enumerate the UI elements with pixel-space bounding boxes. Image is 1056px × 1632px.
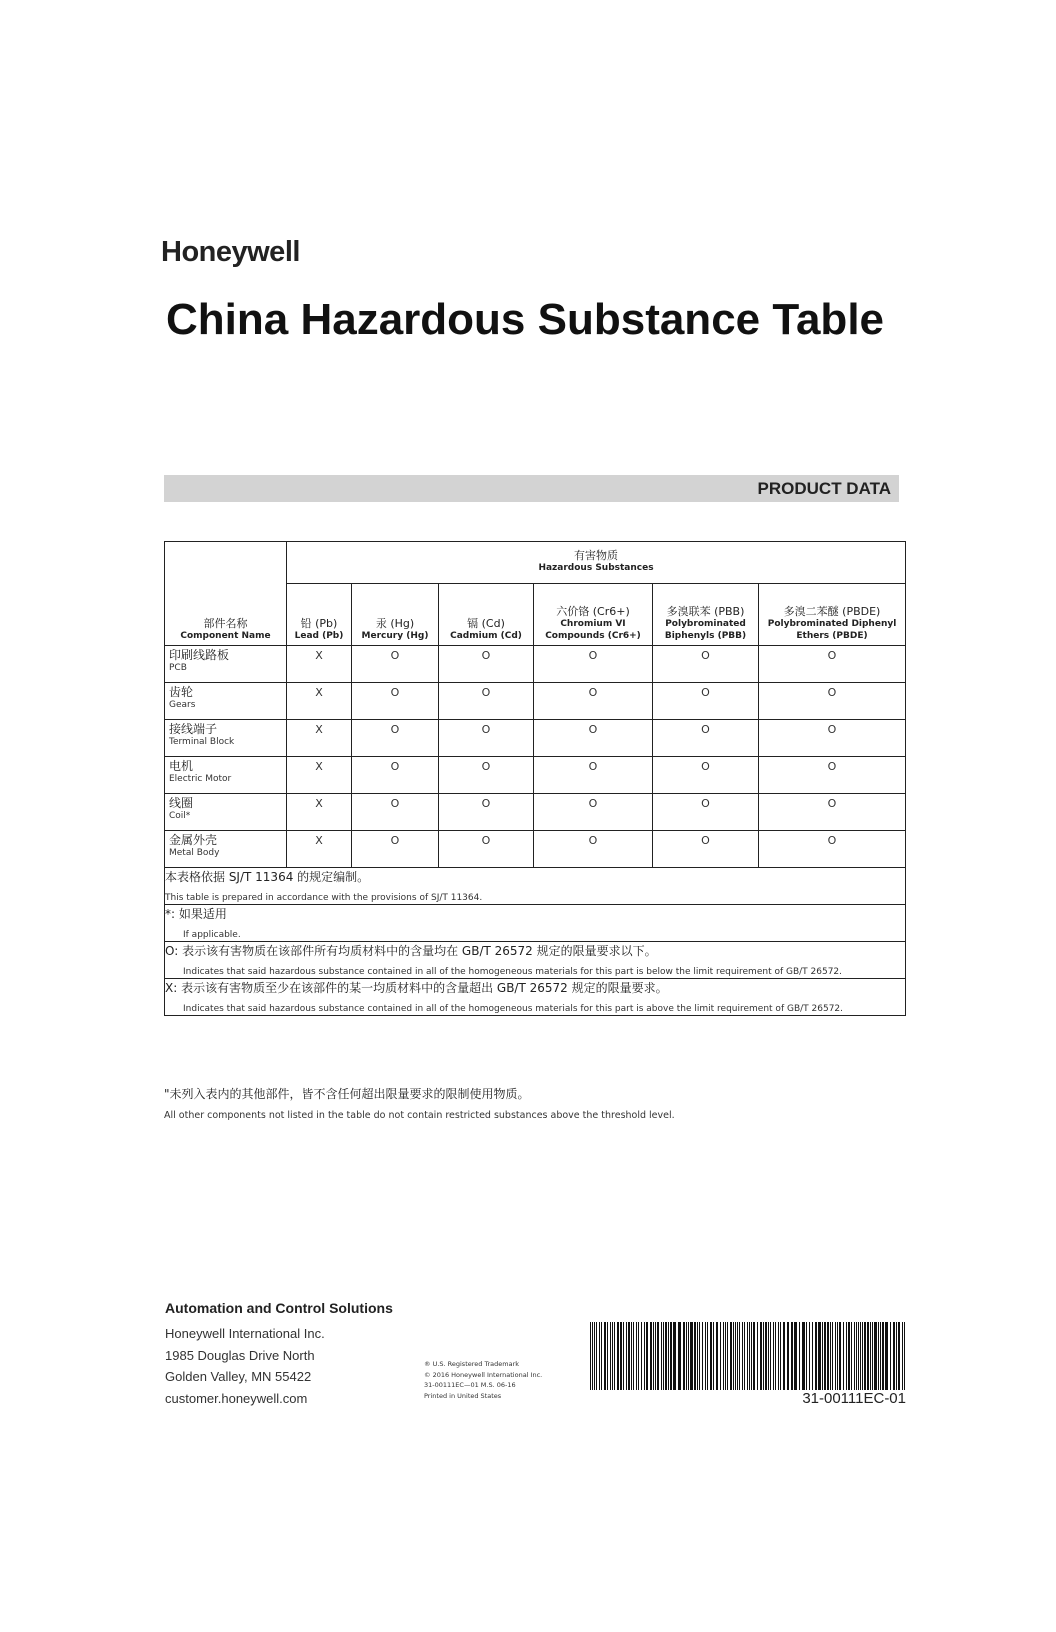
component-header-cn: 部件名称 (203, 617, 248, 630)
substance-mark: O (653, 831, 759, 868)
address-line: 1985 Douglas Drive North (165, 1347, 315, 1363)
substance-mark: O (759, 757, 906, 794)
component-cell (165, 831, 287, 868)
component-cell (165, 794, 287, 831)
substance-header-cn: 铅 (Pb) (300, 617, 338, 630)
substance-mark: O (439, 683, 534, 720)
legend-cell (165, 942, 906, 979)
legend-text-cn: O: 表示该有害物质在该部件所有均质材料中的含量均在 GB/T 26572 规定的限量要求以下。 (165, 944, 657, 958)
substance-header-cn: 多溴联苯 (PBB) (666, 605, 745, 618)
legend-cell (165, 979, 906, 1016)
legend-row (165, 942, 906, 979)
substance-mark: O (352, 831, 439, 868)
legend-cell (165, 868, 906, 905)
substance-mark: O (653, 646, 759, 683)
product-data-label: PRODUCT DATA (757, 479, 891, 498)
component-name-en: Coil* (169, 811, 191, 821)
component-name-cn: 电机 (169, 759, 194, 773)
substance-mark: X (287, 683, 352, 720)
legend-text-en: This table is prepared in accordance with the provisions of SJ/T 11364. (165, 893, 483, 903)
substance-mark: O (352, 794, 439, 831)
substance-column-header (534, 584, 653, 646)
hazardous-substance-table (164, 541, 906, 1016)
legal-notice (424, 1359, 542, 1401)
substance-mark: O (352, 646, 439, 683)
barcode (590, 1322, 908, 1390)
legend-row (165, 905, 906, 942)
substance-mark: X (287, 757, 352, 794)
honeywell-logo: Honeywell (161, 236, 300, 268)
page-title: China Hazardous Substance Table (166, 295, 885, 344)
hazardous-substances-header-cn: 有害物质 (574, 549, 619, 562)
component-cell (165, 646, 287, 683)
table-row (165, 757, 906, 794)
table-row (165, 794, 906, 831)
footnote-cn: "未列入表内的其他部件，皆不含任何超出限量要求的限制使用物质。 (164, 1087, 530, 1101)
substance-mark: O (759, 831, 906, 868)
substance-column-header (352, 584, 439, 646)
substance-header-cn: 多溴二苯醚 (PBDE) (783, 605, 881, 618)
substance-column-header (653, 584, 759, 646)
substance-mark: X (287, 831, 352, 868)
legend-text-en: Indicates that said hazardous substance contained in all of the homogeneous materials for this part is above the limit requirement of GB/T 26572. (183, 1004, 844, 1014)
substance-mark: O (759, 720, 906, 757)
substance-header-en: Polybrominated Biphenyls (PBB) (664, 619, 747, 641)
component-name-cn: 线圈 (169, 796, 194, 810)
substance-mark: O (653, 720, 759, 757)
component-name-en: Terminal Block (169, 737, 235, 747)
substance-header-cn: 六价铬 (Cr6+) (556, 605, 630, 618)
substance-header-en: Cadmium (Cd) (450, 631, 522, 641)
substance-mark: O (439, 720, 534, 757)
component-cell (165, 720, 287, 757)
legend-row (165, 979, 906, 1016)
legend-row (165, 868, 906, 905)
substance-header-en: Mercury (Hg) (361, 631, 429, 641)
substance-mark: O (653, 794, 759, 831)
substance-mark: O (439, 646, 534, 683)
substance-mark: O (534, 720, 653, 757)
component-name-cn: 金属外壳 (169, 833, 218, 847)
table-row (165, 720, 906, 757)
company-address (165, 1323, 325, 1409)
substance-mark: O (653, 757, 759, 794)
address-line: Honeywell International Inc. (165, 1326, 325, 1341)
substance-mark: O (653, 683, 759, 720)
substance-mark: O (352, 720, 439, 757)
footnote-en: All other components not listed in the table do not contain restricted substances above the threshold level. (164, 1110, 675, 1121)
legal-line: © 2016 Honeywell International Inc. (424, 1370, 543, 1379)
component-header-en: Component Name (180, 631, 271, 641)
substance-header-en: Polybrominated Diphenyl Ethers (PBDE) (767, 619, 897, 641)
substance-mark: O (534, 831, 653, 868)
table-row (165, 683, 906, 720)
table-row (165, 646, 906, 683)
legal-line: 31-00111EC—01 M.S. 06-16 (424, 1381, 516, 1389)
legend-text-cn: 本表格依据 SJ/T 11364 的规定编制。 (165, 870, 370, 884)
substance-mark: O (439, 831, 534, 868)
legend-text-cn: X: 表示该有害物质至少在该部件的某一均质材料中的含量超出 GB/T 26572 规定的限量要求。 (165, 981, 668, 995)
product-data-band (164, 475, 899, 502)
component-name-en: PCB (169, 663, 187, 673)
substance-mark: O (534, 646, 653, 683)
substance-mark: X (287, 794, 352, 831)
substance-mark: O (439, 794, 534, 831)
substance-header-cn: 汞 (Hg) (375, 617, 415, 630)
website-text: customer.honeywell.com (165, 1390, 308, 1406)
substance-header-cn: 镉 (Cd) (467, 617, 505, 630)
substance-mark: O (759, 646, 906, 683)
component-name-en: Electric Motor (169, 774, 232, 784)
substance-mark: O (352, 757, 439, 794)
substance-column-header (287, 584, 352, 646)
substance-mark: X (287, 720, 352, 757)
legend-text-cn: *: 如果适用 (165, 907, 227, 921)
substance-mark: O (534, 683, 653, 720)
component-header (165, 542, 287, 646)
component-cell (165, 683, 287, 720)
substance-column-header (759, 584, 906, 646)
component-name-cn: 齿轮 (169, 685, 194, 699)
substance-column-header (439, 584, 534, 646)
hazardous-substances-header (287, 542, 906, 584)
substance-header-en: Chromium VI Compounds (Cr6+) (545, 619, 641, 641)
substance-mark: O (759, 794, 906, 831)
legal-line: Printed in United States (424, 1391, 502, 1400)
substance-mark: O (439, 757, 534, 794)
substance-mark: O (352, 683, 439, 720)
division-name: Automation and Control Solutions (165, 1300, 393, 1316)
hazardous-substances-header-en: Hazardous Substances (538, 563, 654, 573)
substance-mark: O (534, 757, 653, 794)
substance-mark: X (287, 646, 352, 683)
component-name-en: Gears (169, 700, 196, 710)
component-name-cn: 印刷线路板 (169, 648, 230, 662)
substance-mark: O (759, 683, 906, 720)
table-row (165, 831, 906, 868)
component-cell (165, 757, 287, 794)
legend-text-en: If applicable. (183, 930, 241, 940)
legend-text-en: Indicates that said hazardous substance contained in all of the homogeneous materials for this part is below the limit requirement of GB/T 26572. (183, 967, 843, 977)
document-number: 31-00111EC-01 (802, 1390, 906, 1407)
legal-line: ® U.S. Registered Trademark (424, 1360, 520, 1368)
address-line: Golden Valley, MN 55422 (165, 1369, 312, 1384)
substance-header-en: Lead (Pb) (294, 631, 344, 641)
legend-cell (165, 905, 906, 942)
substance-mark: O (534, 794, 653, 831)
component-name-cn: 接线端子 (169, 722, 218, 736)
component-name-en: Metal Body (169, 848, 220, 858)
